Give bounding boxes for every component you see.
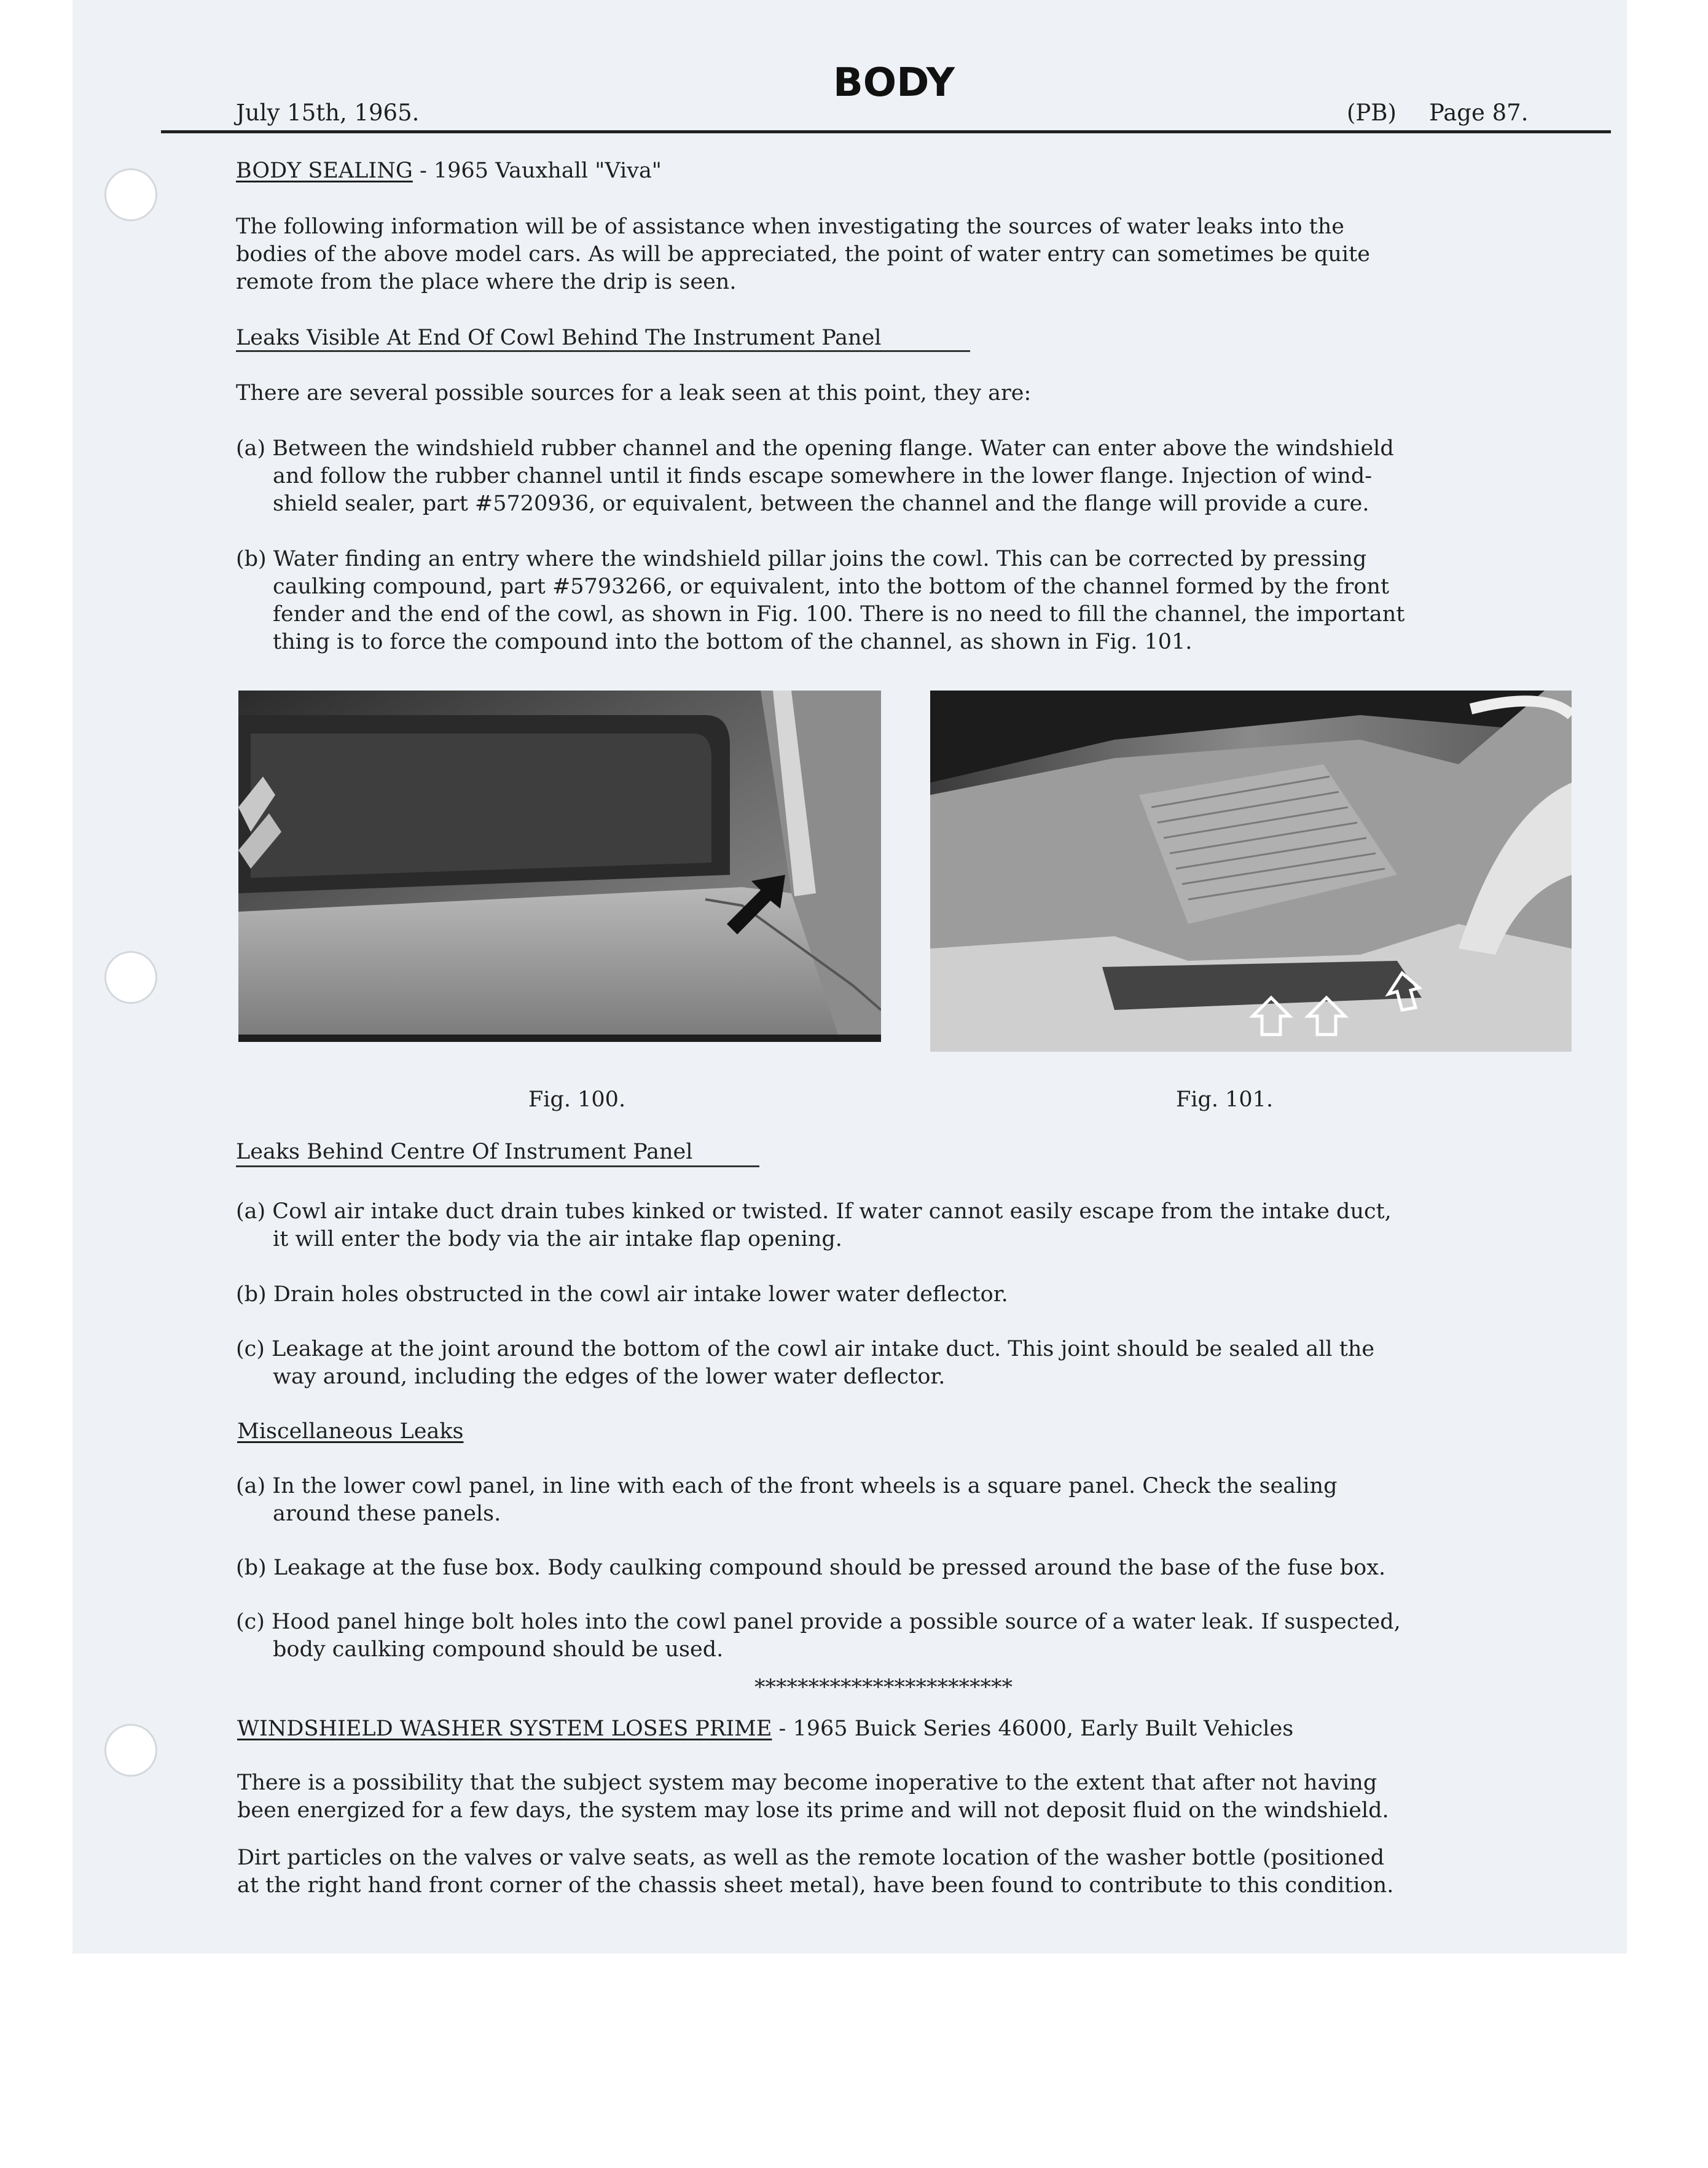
- punch-hole-top: [104, 168, 157, 221]
- section1-item-a-line-2: and follow the rubber channel until it finds escape somewhere in the lower flange. Injection of wind-: [273, 464, 1373, 488]
- figure-101-caption: Fig. 101.: [1176, 1087, 1274, 1112]
- section2-item-c-line-1: (c) Leakage at the joint around the bottom of the cowl air intake duct. This joint should be sealed all the: [236, 1337, 1375, 1361]
- punch-hole-bottom: [104, 1724, 157, 1777]
- section3-item-c-line-1: (c) Hood panel hinge bolt holes into the cowl panel provide a possible source of a water leak. If suspected,: [236, 1610, 1401, 1634]
- section1-item-b-line-1: (b) Water finding an entry where the windshield pillar joins the cowl. This can be corrected by pressing: [236, 547, 1367, 571]
- section2-item-a-line-1: (a) Cowl air intake duct drain tubes kinked or twisted. If water cannot easily escape from the intake duct,: [236, 1199, 1392, 1224]
- section2-item-c-line-2: way around, including the edges of the lower water deflector.: [273, 1364, 946, 1389]
- header-date: July 15th, 1965.: [236, 100, 420, 126]
- intro-line-3: remote from the place where the drip is seen.: [236, 270, 737, 294]
- section1-item-b-line-3: fender and the end of the cowl, as shown in Fig. 100. There is no need to fill the channel, the important: [273, 602, 1405, 627]
- article2-para1-line-2: been energized for a few days, the system may lose its prime and will not deposit fluid on the windshield.: [237, 1798, 1389, 1823]
- article2-para2-line-1: Dirt particles on the valves or valve seats, as well as the remote location of the washer bottle (positioned: [237, 1845, 1385, 1870]
- figure-101-photo: [930, 691, 1572, 1052]
- article2-heading-line: [237, 1715, 1293, 1743]
- page-title: BODY: [833, 60, 955, 106]
- section1-item-b-line-4: thing is to force the compound into the bottom of the channel, as shown in Fig. 101.: [273, 630, 1193, 654]
- section2-heading-rule: [236, 1165, 759, 1167]
- header-code: (PB): [1347, 100, 1397, 126]
- section2-item-a-line-2: it will enter the body via the air intake flap opening.: [273, 1227, 842, 1251]
- section1-item-b-line-2: caulking compound, part #5793266, or equivalent, into the bottom of the channel formed by the front: [273, 574, 1390, 599]
- article2-para1-line-1: There is a possibility that the subject system may become inoperative to the extent that after not having: [237, 1771, 1377, 1795]
- section3-heading: Miscellaneous Leaks: [237, 1419, 464, 1444]
- article2-heading: WINDSHIELD WASHER SYSTEM LOSES PRIME: [237, 1716, 772, 1741]
- intro-line-2: bodies of the above model cars. As will be appreciated, the point of water entry can sometimes be quite: [236, 242, 1370, 267]
- section1-item-a-line-1: (a) Between the windshield rubber channel and the opening flange. Water can enter above the windshield: [236, 436, 1394, 461]
- intro-line-1: The following information will be of assistance when investigating the sources of water leaks into the: [236, 214, 1344, 239]
- article2-para2-line-2: at the right hand front corner of the chassis sheet metal), have been found to contribute to this condition.: [237, 1873, 1394, 1898]
- punch-hole-middle: [104, 951, 157, 1004]
- section3-item-a-line-1: (a) In the lower cowl panel, in line with each of the front wheels is a square panel. Check the sealing: [236, 1474, 1338, 1498]
- section1-heading: Leaks Visible At End Of Cowl Behind The Instrument Panel: [236, 326, 882, 350]
- section1-heading-rule: [236, 350, 970, 352]
- section2-heading: Leaks Behind Centre Of Instrument Panel: [236, 1140, 693, 1164]
- section3-item-a-line-2: around these panels.: [273, 1501, 501, 1526]
- article-separator: ************************: [754, 1675, 1013, 1700]
- figure-100-caption: Fig. 100.: [528, 1087, 626, 1112]
- header-page-number: Page 87.: [1429, 100, 1529, 126]
- section1-item-a-line-3: shield sealer, part #5720936, or equivalent, between the channel and the flange will provide a cure.: [273, 491, 1369, 516]
- article1-heading-line: [236, 157, 662, 185]
- section2-item-b: (b) Drain holes obstructed in the cowl air intake lower water deflector.: [236, 1282, 1008, 1307]
- article1-heading: BODY SEALING: [236, 158, 413, 183]
- section3-item-b: (b) Leakage at the fuse box. Body caulking compound should be pressed around the base of the fuse box.: [236, 1556, 1386, 1580]
- article2-heading-suffix: - 1965 Buick Series 46000, Early Built Vehicles: [772, 1716, 1294, 1741]
- header-rule: [161, 130, 1611, 133]
- article1-heading-suffix: - 1965 Vauxhall "Viva": [412, 158, 662, 183]
- section3-item-c-line-2: body caulking compound should be used.: [273, 1637, 724, 1662]
- figure-100-photo: [238, 691, 881, 1042]
- section1-lead: There are several possible sources for a leak seen at this point, they are:: [236, 381, 1032, 405]
